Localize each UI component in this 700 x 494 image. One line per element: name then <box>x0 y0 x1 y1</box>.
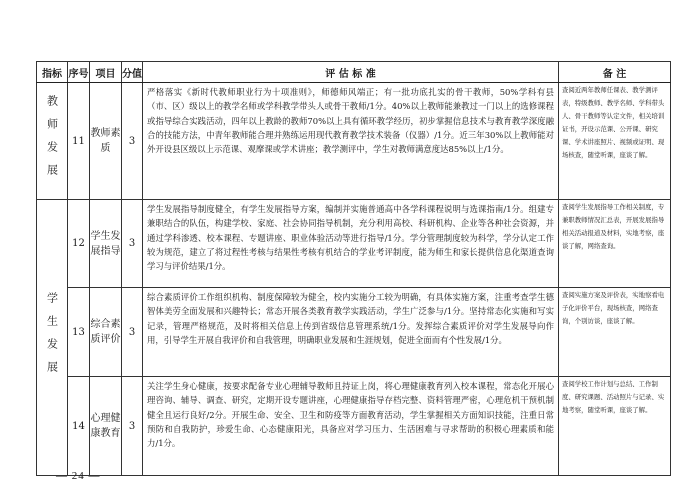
group-cell-student-development <box>37 200 68 476</box>
row-item: 教师素质 <box>90 83 122 200</box>
group-label: 学生发展 <box>45 291 59 384</box>
row-standard: 综合素质评价工作组织机构、制度保障较为健全，校内实施分工较为明确，有具体实施方案，注重考查学生德智体美劳全面发展和兴趣特长；常态开展各类教育教学实践活动，学生广泛参与/1分。坚持常态化实施和写实记录，管理严格规范，及时将相关信息上传到省级信息管理系统/1分。发挥综合素质评价对学生发展导向作用，引导学生开展自我评价和自我管理，明确职业发展和生涯规划，促进全面而有个性发展/1分。 <box>143 288 559 377</box>
row-item: 学生发展指导 <box>90 200 122 288</box>
row-seq: 12 <box>68 200 90 288</box>
evaluation-table <box>36 61 671 476</box>
row-notes: 查阅实施方案及评价表，实地察看电子化评价平台，现场核查，网络查询，个别访谈，座谈了解。 <box>559 288 671 377</box>
header-score: 分值 <box>122 62 143 83</box>
row-score: 3 <box>122 83 143 200</box>
table-row <box>37 200 671 288</box>
row-standard: 关注学生身心健康，按要求配备专业心理辅导教师且持证上岗，将心理健康教育列入校本课程，常态化开展心理咨询、辅导、调查、研究，定期开设专题讲座，心理健康指导存档完整、资料管理严密，心理危机干预机制健全且运行良好/2分。开展生命、安全、卫生和防疫等方面教育活动，学生掌握相关方面知识技能，注重日常预防和自我防护，珍爱生命、心态健康阳光，具备应对学习压力、生活困难与寻求帮助的积极心理素质和能力/1分。 <box>143 377 559 476</box>
table-header-row <box>37 62 671 83</box>
row-standard: 严格落实《新时代教师职业行为十项准则》，师德师风端正；有一批功底扎实的骨干教师，50%学科有县（市、区）级以上的教学名师或学科教学带头人或骨干教师/1分。40%以上教师能兼教过一门以上的选修课程或指导综合实践活动，四年以上教龄的教师70%以上具有循环教学经历，初步掌握信息技术与教育教学深度融合的技能方法，中青年教师能合理并熟练运用现代教育教学技术装备（仪器）/1分。近三年30%以上教师能对外开设县区级以上示范课、观摩课或学术讲座；教学测评中，学生对教师满意度达85%以上/1分。 <box>143 83 559 200</box>
table-row <box>37 288 671 377</box>
header-seq: 序号 <box>68 62 90 83</box>
row-item: 综合素质评价 <box>90 288 122 377</box>
header-indicator: 指标 <box>37 62 68 83</box>
header-standard: 评 估 标 准 <box>143 62 559 83</box>
header-notes: 备 注 <box>559 62 671 83</box>
row-notes: 查阅学生发展指导工作相关制度，专兼职教师情况汇总表，开展发展指导相关活动报道及材料，实地考察，座谈了解，网络查询。 <box>559 200 671 288</box>
row-seq: 14 <box>68 377 90 476</box>
page-number: — 24 — <box>56 470 101 482</box>
group-cell-teacher-development <box>37 83 68 200</box>
row-score: 3 <box>122 200 143 288</box>
group-label: 教师发展 <box>45 95 59 187</box>
row-notes: 查阅近两年教师任课表、教学测评表，特级教师、教学名师、学科带头人、骨干教师等认定文件，相关培训证书，开设示范课、公开课、研究课、学术讲座照片、视频或证明、现场核查，随堂听课，座谈了解。 <box>559 83 671 200</box>
row-seq: 13 <box>68 288 90 377</box>
row-notes: 查阅学校工作计划与总结、工作制度、研究课题、活动照片与记录、实地考察，随堂听课，座谈了解。 <box>559 377 671 476</box>
row-score: 3 <box>122 288 143 377</box>
row-standard: 学生发展指导制度健全，有学生发展指导方案，编制并实施普通高中各学科课程说明与选课指南/1分。组建专兼职结合的队伍，构建学校、家庭、社会协同指导机制，充分利用高校、科研机构、企业等各种社会资源，并通过学科渗透、校本课程、专题讲座、职业体验活动等进行指导/1分。学分管理制度较为科学，学分认定工作较为规范，建立了将过程性考核与结果性考核有机结合的学业考评制度，能为师生和家长提供信息化渠道查询学习与评价结果/1分。 <box>143 200 559 288</box>
table-row <box>37 83 671 200</box>
row-score: 3 <box>122 377 143 476</box>
row-seq: 11 <box>68 83 90 200</box>
row-item: 心理健康教育 <box>90 377 122 476</box>
header-item: 项目 <box>90 62 122 83</box>
table-row <box>37 377 671 476</box>
